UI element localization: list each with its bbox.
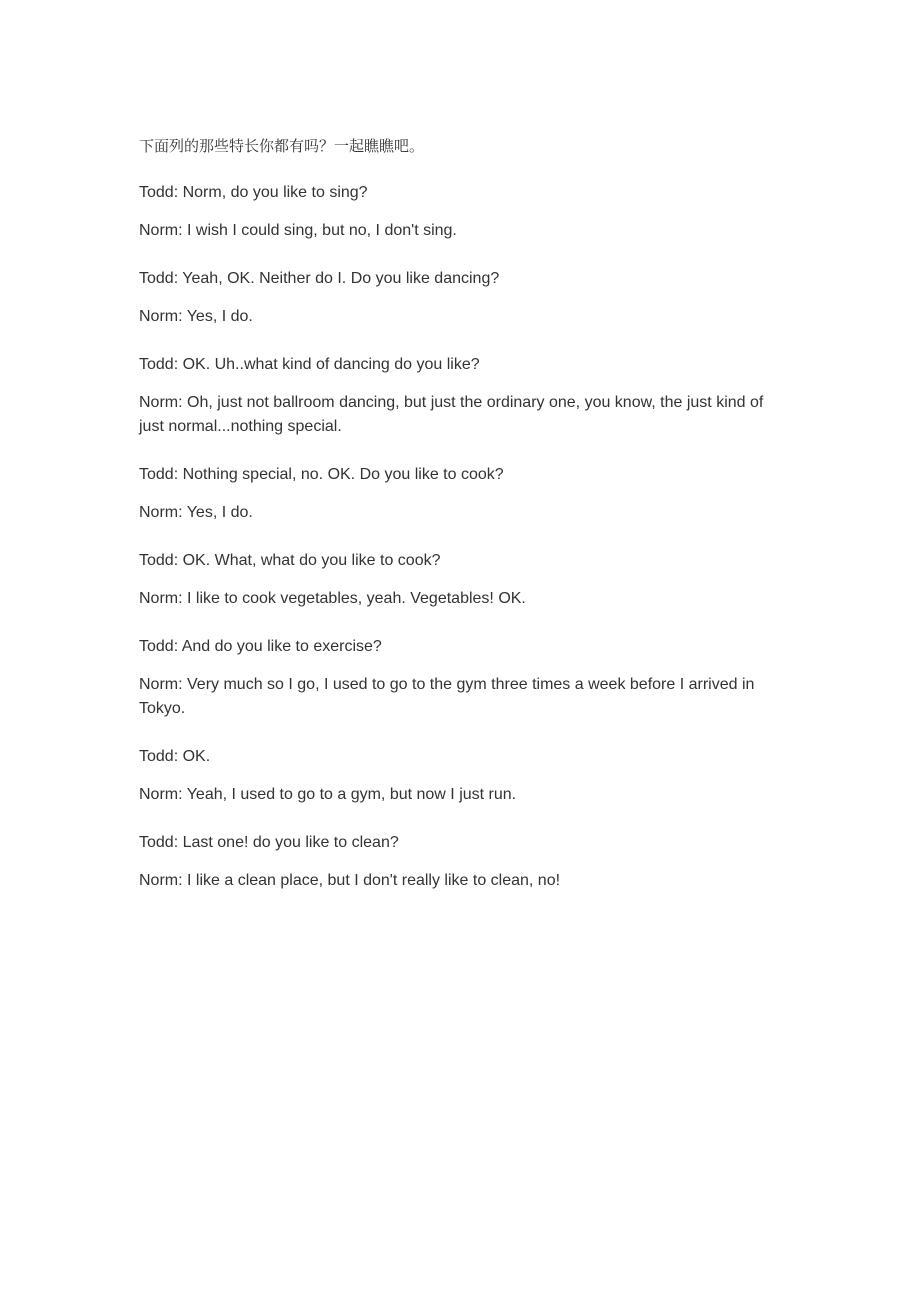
dialogue-line-todd: Todd: OK. Uh..what kind of dancing do you like?	[139, 356, 480, 373]
dialogue-line-norm: Norm: Oh, just not ballroom dancing, but just the ordinary one, you know, the just kind of just normal...nothing special.	[139, 394, 764, 435]
dialogue-line-todd: Todd: Last one! do you like to clean?	[139, 834, 399, 851]
dialogue-line-norm: Norm: I wish I could sing, but no, I don't sing.	[139, 222, 457, 239]
dialogue-line-norm: Norm: Very much so I go, I used to go to the gym three times a week before I arrived in Tokyo.	[139, 676, 755, 717]
intro-text: 下面列的那些特长你都有吗？一起瞧瞧吧。	[139, 137, 425, 155]
dialogue-line-todd: Todd: Norm, do you like to sing?	[139, 184, 368, 201]
dialogue-line-todd: Todd: Nothing special, no. OK. Do you like to cook?	[139, 466, 504, 483]
dialogue-line-todd: Todd: And do you like to exercise?	[139, 638, 382, 655]
dialogue-line-norm: Norm: Yes, I do.	[139, 308, 253, 325]
dialogue-line-todd: Todd: Yeah, OK. Neither do I. Do you like dancing?	[139, 270, 500, 287]
dialogue-line-todd: Todd: OK.	[139, 748, 211, 765]
dialogue-line-norm: Norm: I like a clean place, but I don't really like to clean, no!	[139, 872, 561, 889]
dialogue-line-norm: Norm: Yes, I do.	[139, 504, 253, 521]
dialogue-line-norm: Norm: I like to cook vegetables, yeah. Vegetables! OK.	[139, 590, 526, 607]
dialogue-line-norm: Norm: Yeah, I used to go to a gym, but now I just run.	[139, 786, 517, 803]
document-body	[139, 134, 789, 917]
dialogue-line-todd: Todd: OK. What, what do you like to cook?	[139, 552, 441, 569]
